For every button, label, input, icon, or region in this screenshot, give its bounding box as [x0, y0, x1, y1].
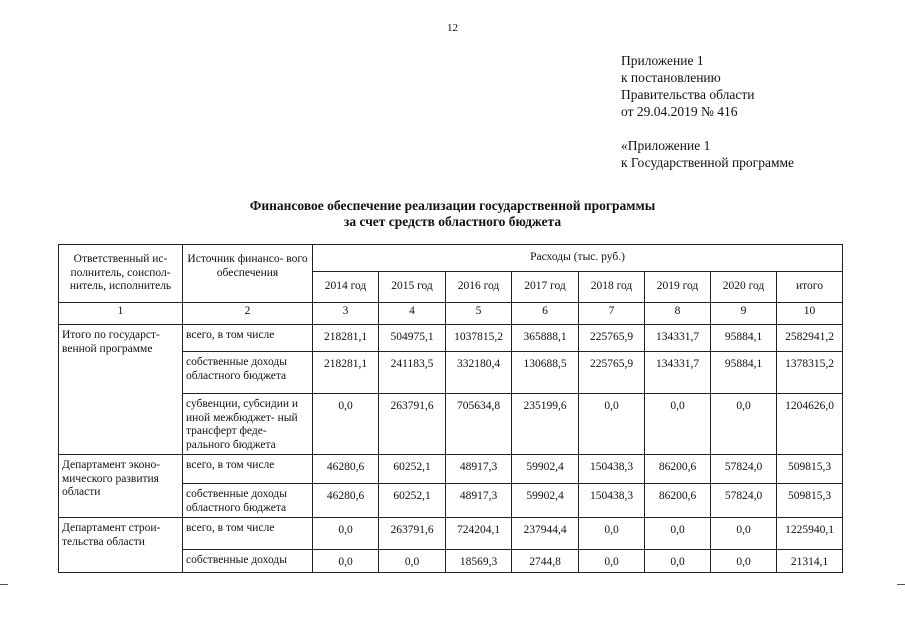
value-cell: 59902,4	[512, 484, 579, 518]
budget-table	[58, 244, 843, 573]
value-cell: 150438,3	[579, 484, 645, 518]
value-cell: 1037815,2	[446, 325, 512, 352]
value-cell: 705634,8	[446, 394, 512, 455]
value-cell: 509815,3	[777, 455, 843, 484]
value-cell: 46280,6	[313, 484, 379, 518]
header-expenses: Расходы (тыс. руб.)	[313, 245, 843, 272]
source-cell: субвенции, субсидии и иной межбюджет- ный трансферт феде- рального бюджета	[183, 394, 313, 455]
column-number: 6	[512, 303, 579, 325]
column-number: 1	[59, 303, 183, 325]
value-cell: 225765,9	[579, 352, 645, 394]
value-cell: 60252,1	[379, 455, 446, 484]
appendix-line: к постановлению	[621, 70, 721, 85]
source-cell: собственные доходы областного бюджета	[183, 352, 313, 394]
value-cell: 509815,3	[777, 484, 843, 518]
source-cell: всего, в том числе	[183, 325, 313, 352]
value-cell: 225765,9	[579, 325, 645, 352]
column-number: 2	[183, 303, 313, 325]
column-number: 10	[777, 303, 843, 325]
appendix-block	[621, 52, 794, 171]
column-number: 8	[645, 303, 711, 325]
value-cell: 0,0	[645, 550, 711, 573]
header-year: 2019 год	[645, 272, 711, 303]
column-number: 5	[446, 303, 512, 325]
column-number: 9	[711, 303, 777, 325]
value-cell: 95884,1	[711, 352, 777, 394]
appendix-line: Правительства области	[621, 87, 755, 102]
value-cell: 504975,1	[379, 325, 446, 352]
value-cell: 21314,1	[777, 550, 843, 573]
value-cell: 60252,1	[379, 484, 446, 518]
table-row	[59, 325, 843, 352]
value-cell: 0,0	[645, 394, 711, 455]
source-cell: всего, в том числе	[183, 455, 313, 484]
value-cell: 0,0	[313, 518, 379, 550]
appendix-line: Приложение 1	[621, 53, 704, 68]
value-cell: 218281,1	[313, 325, 379, 352]
value-cell: 0,0	[579, 394, 645, 455]
value-cell: 57824,0	[711, 455, 777, 484]
value-cell: 150438,3	[579, 455, 645, 484]
value-cell: 237944,4	[512, 518, 579, 550]
header-year: итого	[777, 272, 843, 303]
value-cell: 332180,4	[446, 352, 512, 394]
value-cell: 2582941,2	[777, 325, 843, 352]
value-cell: 0,0	[711, 518, 777, 550]
value-cell: 86200,6	[645, 484, 711, 518]
value-cell: 1204626,0	[777, 394, 843, 455]
appendix-line: от 29.04.2019 № 416	[621, 104, 738, 119]
value-cell: 0,0	[579, 550, 645, 573]
title-line: за счет средств областного бюджета	[343, 214, 562, 229]
value-cell: 48917,3	[446, 455, 512, 484]
value-cell: 134331,7	[645, 352, 711, 394]
table-row	[59, 518, 843, 550]
header-year: 2017 год	[512, 272, 579, 303]
header-source: Источник финансо- вого обеспечения	[183, 245, 313, 303]
value-cell: 46280,6	[313, 455, 379, 484]
value-cell: 0,0	[313, 550, 379, 573]
value-cell: 235199,6	[512, 394, 579, 455]
value-cell: 365888,1	[512, 325, 579, 352]
value-cell: 263791,6	[379, 394, 446, 455]
value-cell: 0,0	[711, 394, 777, 455]
document-title	[0, 198, 905, 230]
value-cell: 130688,5	[512, 352, 579, 394]
value-cell: 1225940,1	[777, 518, 843, 550]
margin-mark	[897, 584, 905, 585]
source-cell: всего, в том числе	[183, 518, 313, 550]
column-number: 7	[579, 303, 645, 325]
value-cell: 86200,6	[645, 455, 711, 484]
header-year: 2020 год	[711, 272, 777, 303]
column-number: 3	[313, 303, 379, 325]
appendix-line: «Приложение 1	[621, 138, 711, 153]
source-cell: собственные доходы	[183, 550, 313, 573]
header-year: 2018 год	[579, 272, 645, 303]
value-cell: 218281,1	[313, 352, 379, 394]
value-cell: 0,0	[711, 550, 777, 573]
title-line: Финансовое обеспечение реализации государственной программы	[249, 198, 656, 213]
value-cell: 59902,4	[512, 455, 579, 484]
header-year: 2014 год	[313, 272, 379, 303]
header-executor: Ответственный ис- полнитель, соиспол- нитель, исполнитель	[59, 245, 183, 303]
executor-cell: Итого по государст- венной программе	[59, 325, 183, 455]
value-cell: 241183,5	[379, 352, 446, 394]
value-cell: 95884,1	[711, 325, 777, 352]
header-year: 2016 год	[446, 272, 512, 303]
value-cell: 724204,1	[446, 518, 512, 550]
margin-mark	[0, 584, 8, 585]
value-cell: 1378315,2	[777, 352, 843, 394]
value-cell: 263791,6	[379, 518, 446, 550]
executor-cell: Департамент строи- тельства области	[59, 518, 183, 573]
page-number: 12	[447, 22, 458, 34]
value-cell: 0,0	[379, 550, 446, 573]
executor-cell: Департамент эконо- мического развития области	[59, 455, 183, 518]
value-cell: 18569,3	[446, 550, 512, 573]
value-cell: 2744,8	[512, 550, 579, 573]
value-cell: 134331,7	[645, 325, 711, 352]
value-cell: 0,0	[313, 394, 379, 455]
table-body	[59, 245, 843, 573]
value-cell: 0,0	[579, 518, 645, 550]
source-cell: собственные доходы областного бюджета	[183, 484, 313, 518]
column-number: 4	[379, 303, 446, 325]
header-year: 2015 год	[379, 272, 446, 303]
value-cell: 0,0	[645, 518, 711, 550]
appendix-line: к Государственной программе	[621, 155, 795, 170]
value-cell: 57824,0	[711, 484, 777, 518]
table-row	[59, 455, 843, 484]
value-cell: 48917,3	[446, 484, 512, 518]
